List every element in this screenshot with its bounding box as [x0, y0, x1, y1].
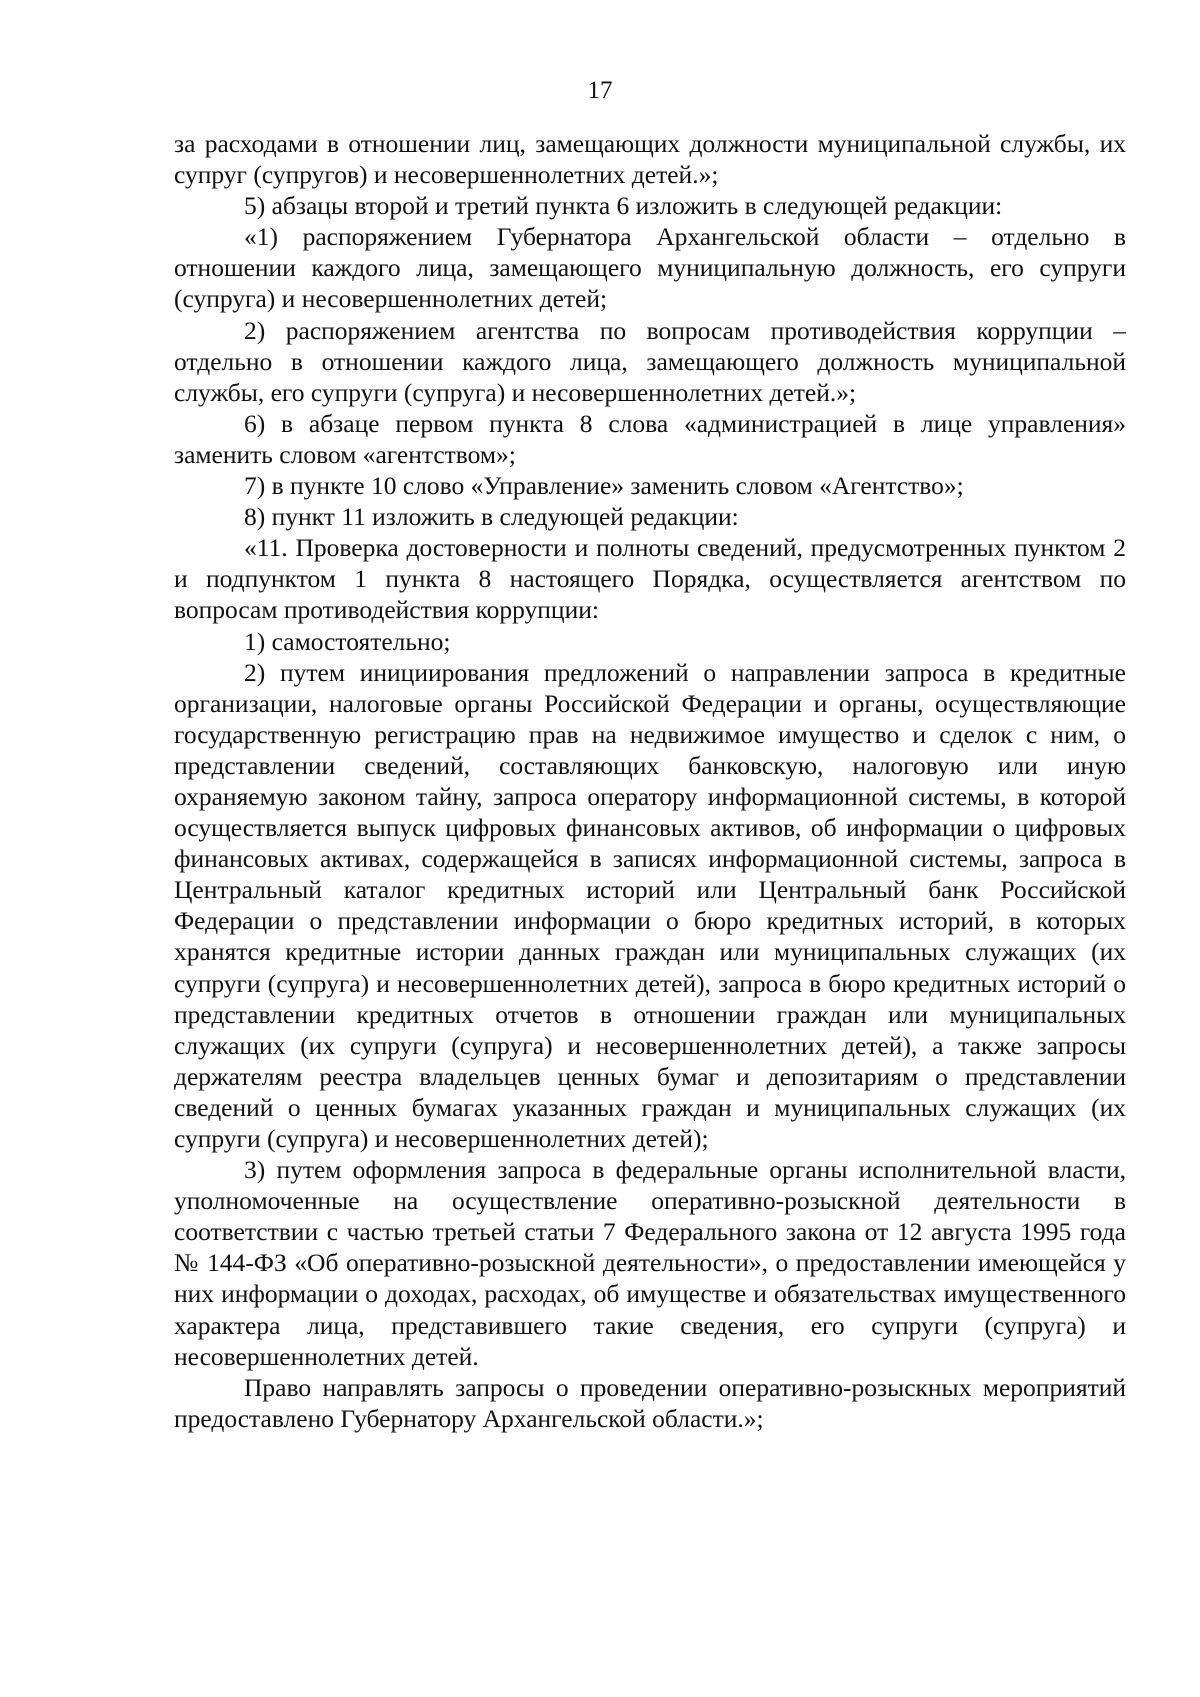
paragraph: «11. Проверка достоверности и полноты сведений, предусмотренных пунктом 2 и подпунктом 1 пункта 8 настоящего Порядка, осуществляется агентством по вопросам противодействия коррупции:: [174, 533, 1126, 625]
paragraph: 2) путем инициирования предложений о направлении запроса в кредитные организации, налоговые органы Российской Федерации и органы, осуществляющие государственную регистрацию прав на недвижимое имущество и сделок с ним, о представлении сведений, составляющих банковскую, налоговую или иную охраняемую законом тайну, запроса оператору информационной системы, в которой осуществляется выпуск цифровых финансовых активов, об информации о цифровых финансовых активах, содержащейся в записях информационной системы, запроса в Центральный каталог кредитных историй или Центральный банк Российской Федерации о представлении информации о бюро кредитных историй, в которых хранятся кредитные истории данных граждан или муниципальных служащих (их супруги (супруга) и несовершеннолетних детей), запроса в бюро кредитных историй о представлении кредитных отчетов в отношении граждан или муниципальных служащих (их супруги (супруга) и несовершеннолетних детей), а также запросы держателям реестра владельцев ценных бумаг и депозитариям о представлении сведений о ценных бумагах указанных граждан и муниципальных служащих (их супруги (супруга) и несовершеннолетних детей);: [174, 657, 1126, 1153]
paragraph: 3) путем оформления запроса в федеральные органы исполнительной власти, уполномоченные на осуществление оперативно-розыскной деятельности в соответствии с частью третьей статьи 7 Федерального закона от 12 августа 1995 года № 144-ФЗ «Об оперативно-розыскной деятельности», о предоставлении имеющейся у них информации о доходах, расходах, об имуществе и обязательствах имущественного характера лица, представившего такие сведения, его супруги (супруга) и несовершеннолетних детей.: [174, 1155, 1126, 1371]
paragraph: 7) в пункте 10 слово «Управление» заменить словом «Агентство»;: [244, 471, 964, 501]
page-number: 17: [587, 77, 613, 104]
paragraph: 1) самостоятельно;: [244, 626, 451, 656]
paragraph: за расходами в отношении лиц, замещающих должности муниципальной службы, их супруг (супругов) и несовершеннолетних детей.»;: [174, 129, 1126, 190]
paragraph: 6) в абзаце первом пункта 8 слова «администрацией в лице управления» заменить словом «агентством»;: [174, 408, 1126, 469]
paragraph: «1) распоряжением Губернатора Архангельской области – отдельно в отношении каждого лица, замещающего муниципальную должность, его супруги (супруга) и несовершеннолетних детей;: [174, 222, 1126, 314]
paragraph: 2) распоряжением агентства по вопросам противодействия коррупции – отдельно в отношении каждого лица, замещающего должность муниципальной службы, его супруги (супруга) и несовершеннолетних детей.»;: [174, 315, 1126, 407]
document-body: [174, 128, 1126, 1434]
paragraph: 5) абзацы второй и третий пункта 6 изложить в следующей редакции:: [244, 191, 1003, 221]
paragraph: 8) пункт 11 изложить в следующей редакции:: [244, 502, 739, 532]
paragraph: Право направлять запросы о проведении оперативно-розыскных мероприятий предоставлено Губернатору Архангельской области.»;: [174, 1372, 1126, 1433]
